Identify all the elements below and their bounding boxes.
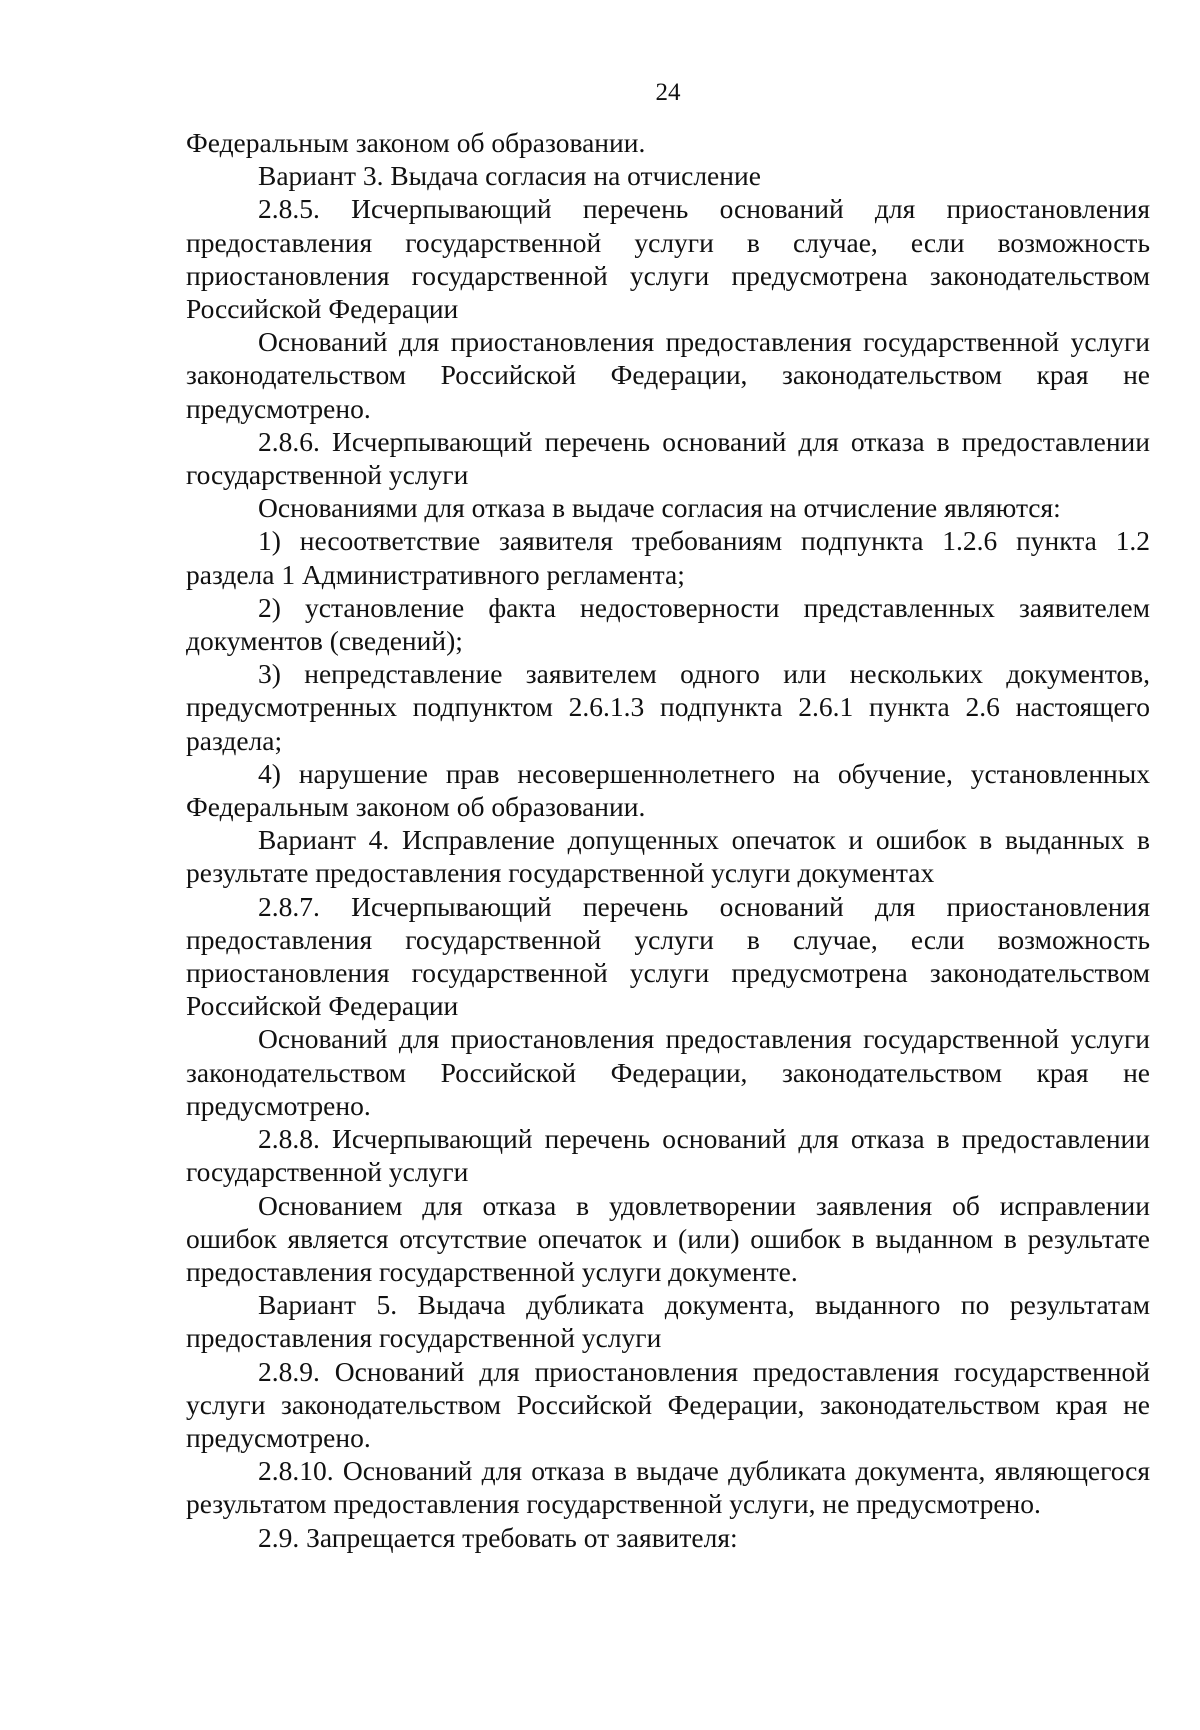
page-number: 24 xyxy=(655,79,681,106)
paragraph: Федеральным законом об образовании. xyxy=(186,127,646,158)
section-heading-variant-5: Вариант 5. Выдача дубликата документа, выданного по результатам предоставления государственной услуги xyxy=(186,1289,1150,1354)
section-heading-variant-3: Вариант 3. Выдача согласия на отчисление xyxy=(258,160,761,192)
paragraph: 2.8.9. Оснований для приостановления предоставления государственной услуги законодательством Российской Федерации, законодательством края не предусмотрено. xyxy=(186,1355,1150,1453)
paragraph: 2.8.8. Исчерпывающий перечень оснований для отказа в предоставлении государственной услуги xyxy=(186,1123,1150,1188)
paragraph: 2.8.5. Исчерпывающий перечень оснований для приостановления предоставления государственной услуги в случае, если возможность приостановления государственной услуги предусмотрена законодательством Российской Федерации xyxy=(186,193,1150,325)
list-item: 4) нарушение прав несовершеннолетнего на обучение, установленных Федеральным законом об образовании. xyxy=(186,757,1150,823)
list-item: 1) несоответствие заявителя требованиям подпункта 1.2.6 пункта 1.2 раздела 1 Административного регламента; xyxy=(186,525,1150,590)
paragraph: Оснований для приостановления предоставления государственной услуги законодательством Российской Федерации, законодательством края не предусмотрено. xyxy=(186,1023,1150,1121)
paragraph: 2.8.6. Исчерпывающий перечень оснований для отказа в предоставлении государственной услуги xyxy=(186,425,1150,491)
section-heading-variant-4: Вариант 4. Исправление допущенных опечаток и ошибок в выданных в результате предоставления государственной услуги документах xyxy=(186,824,1150,889)
paragraph: 2.9. Запрещается требовать от заявителя: xyxy=(258,1521,738,1553)
document-body xyxy=(186,126,1150,1554)
list-item: 3) непредставление заявителем одного или нескольких документов, предусмотренных подпунктом 2.6.1.3 подпункта 2.6.1 пункта 2.6 настоящего раздела; xyxy=(186,658,1150,756)
paragraph: Оснований для приостановления предоставления государственной услуги законодательством Российской Федерации, законодательством края не предусмотрено. xyxy=(186,326,1150,424)
paragraph: 2.8.7. Исчерпывающий перечень оснований для приостановления предоставления государственной услуги в случае, если возможность приостановления государственной услуги предусмотрена законодательством Российской Федерации xyxy=(186,890,1150,1022)
paragraph: Основаниями для отказа в выдаче согласия на отчисление являются: xyxy=(258,492,1061,524)
paragraph: 2.8.10. Оснований для отказа в выдаче дубликата документа, являющегося результатом предоставления государственной услуги, не предусмотрено. xyxy=(186,1455,1150,1520)
list-item: 2) установление факта недостоверности представленных заявителем документов (сведений); xyxy=(186,591,1150,657)
paragraph: Основанием для отказа в удовлетворении заявления об исправлении ошибок является отсутствие опечаток и (или) ошибок в выданном в результате предоставления государственной услуги документе. xyxy=(186,1189,1150,1287)
